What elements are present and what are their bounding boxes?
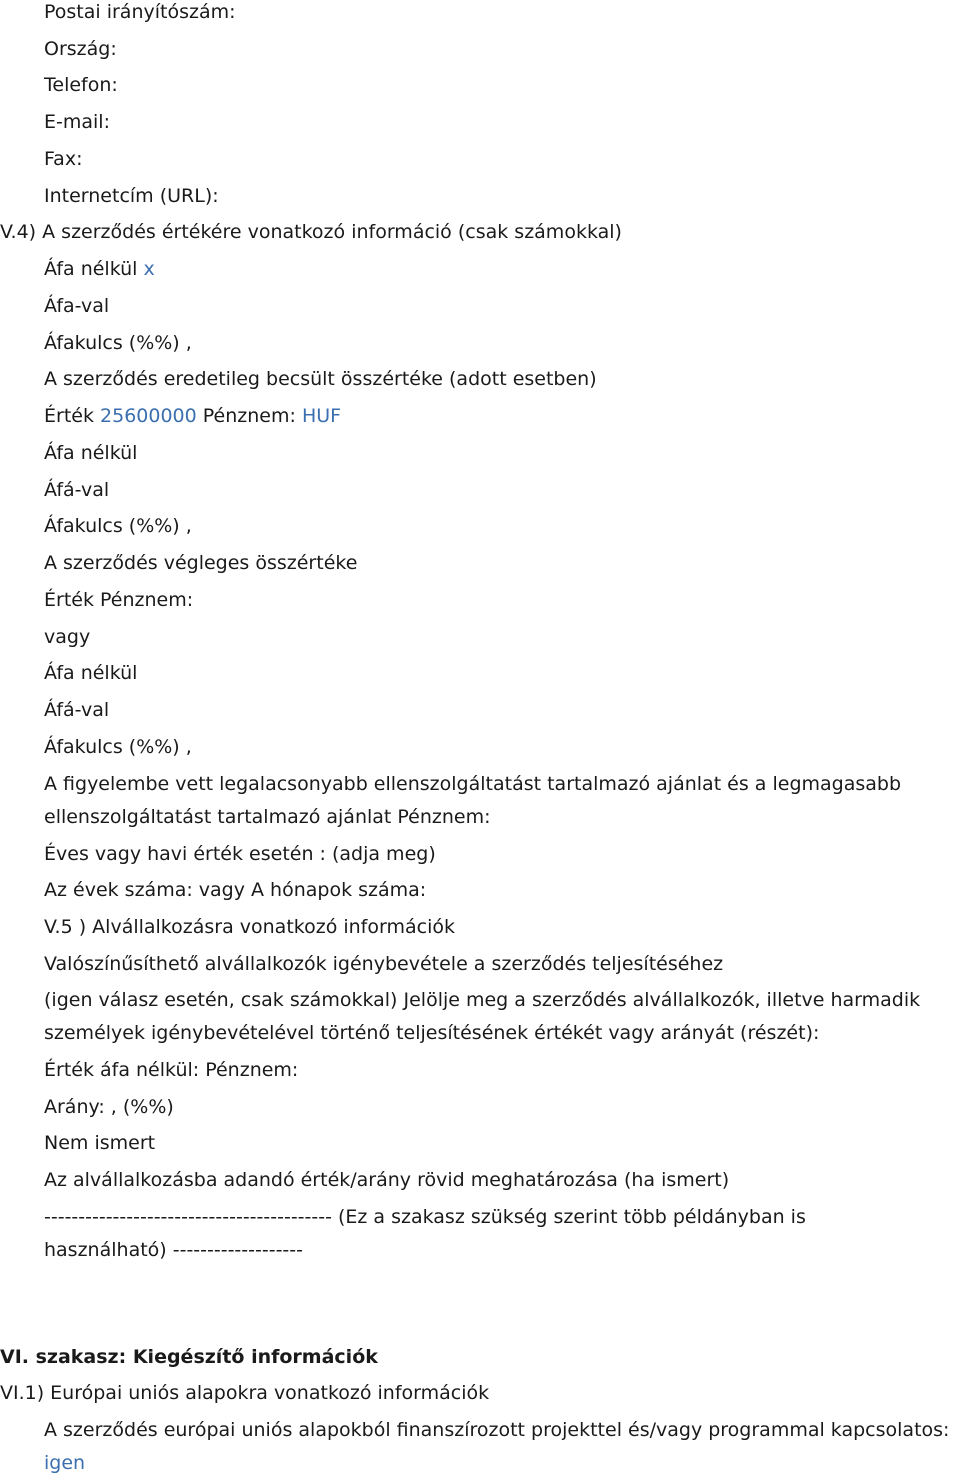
url-label: Internetcím (URL): (44, 185, 219, 207)
vat-excluded-line (44, 257, 155, 281)
estimated-total-heading: A szerződés eredetileg becsült összértéke (adott esetben) (44, 368, 597, 390)
repeat-note-line-1: ------------------------------------------ (Ez a szakasz szükség szerint több példányban is (44, 1206, 806, 1228)
value-amount: 25600000 (100, 405, 197, 427)
or-label: vagy (44, 626, 91, 648)
vat-rate-label-3: Áfakulcs (%%) , (44, 736, 192, 758)
email-label: E-mail: (44, 111, 110, 133)
unknown-label: Nem ismert (44, 1132, 156, 1154)
subcontracting-likely: Valószínűsíthető alvállalkozók igénybevétele a szerződés teljesítéséhez (44, 953, 724, 975)
vi1-heading: VI.1) Európai uniós alapokra vonatkozó információk (0, 1382, 490, 1404)
final-value-line: Érték Pénznem: (44, 589, 194, 611)
value-label: Érték (44, 405, 94, 427)
annual-monthly-value: Éves vagy havi érték esetén : (adja meg) (44, 843, 436, 865)
postal-code-label: Postai irányítószám: (44, 1, 236, 23)
phone-label: Telefon: (44, 74, 118, 96)
vat-excluded-mark: x (143, 258, 155, 280)
yes-answer-line-2: személyek igénybevételével történő teljesítésének értékét vagy arányát (részét): (44, 1022, 820, 1044)
v5-heading: V.5 ) Alvállalkozásra vonatkozó információk (44, 916, 455, 938)
vat-excluded-label-2: Áfa nélkül (44, 442, 138, 464)
eu-funds-answer: igen (44, 1452, 86, 1474)
country-label: Ország: (44, 38, 117, 60)
lowest-highest-offer-line-2: ellenszolgáltatást tartalmazó ajánlat Pénznem: (44, 806, 491, 828)
yes-answer-line-1: (igen válasz esetén, csak számokkal) Jelölje meg a szerződés alvállalkozók, illetve harmadik (44, 989, 921, 1011)
value-excl-vat-line: Érték áfa nélkül: Pénznem: (44, 1059, 299, 1081)
estimated-value-line (44, 404, 341, 428)
section-vi-title: VI. szakasz: Kiegészítő információk (0, 1346, 378, 1368)
vat-included-label: Áfa-val (44, 295, 110, 317)
repeat-note-line-2: használható) ------------------- (44, 1239, 303, 1261)
vat-excluded-label: Áfa nélkül (44, 258, 138, 280)
final-total-heading: A szerződés végleges összértéke (44, 552, 358, 574)
currency-value: HUF (301, 405, 342, 427)
vat-rate-label-2: Áfakulcs (%%) , (44, 515, 192, 537)
currency-label: Pénznem: (202, 405, 296, 427)
vat-rate-label: Áfakulcs (%%) , (44, 332, 192, 354)
short-description-label: Az alvállalkozásba adandó érték/arány rövid meghatározása (ha ismert) (44, 1169, 730, 1191)
vat-excluded-label-3: Áfa nélkül (44, 662, 138, 684)
lowest-highest-offer-line-1: A figyelembe vett legalacsonyabb ellenszolgáltatást tartalmazó ajánlat és a legmagasabb (44, 773, 902, 795)
v4-heading: V.4) A szerződés értékére vonatkozó információ (csak számokkal) (0, 221, 622, 243)
years-months-count: Az évek száma: vagy A hónapok száma: (44, 879, 427, 901)
fax-label: Fax: (44, 148, 83, 170)
vat-included-label-3: Áfá-val (44, 699, 110, 721)
ratio-line: Arány: , (%%) (44, 1096, 174, 1118)
vat-included-label-2: Áfá-val (44, 479, 110, 501)
eu-funds-question: A szerződés európai uniós alapokból finanszírozott projekttel és/vagy programmal kapcsolatos: (44, 1419, 950, 1441)
